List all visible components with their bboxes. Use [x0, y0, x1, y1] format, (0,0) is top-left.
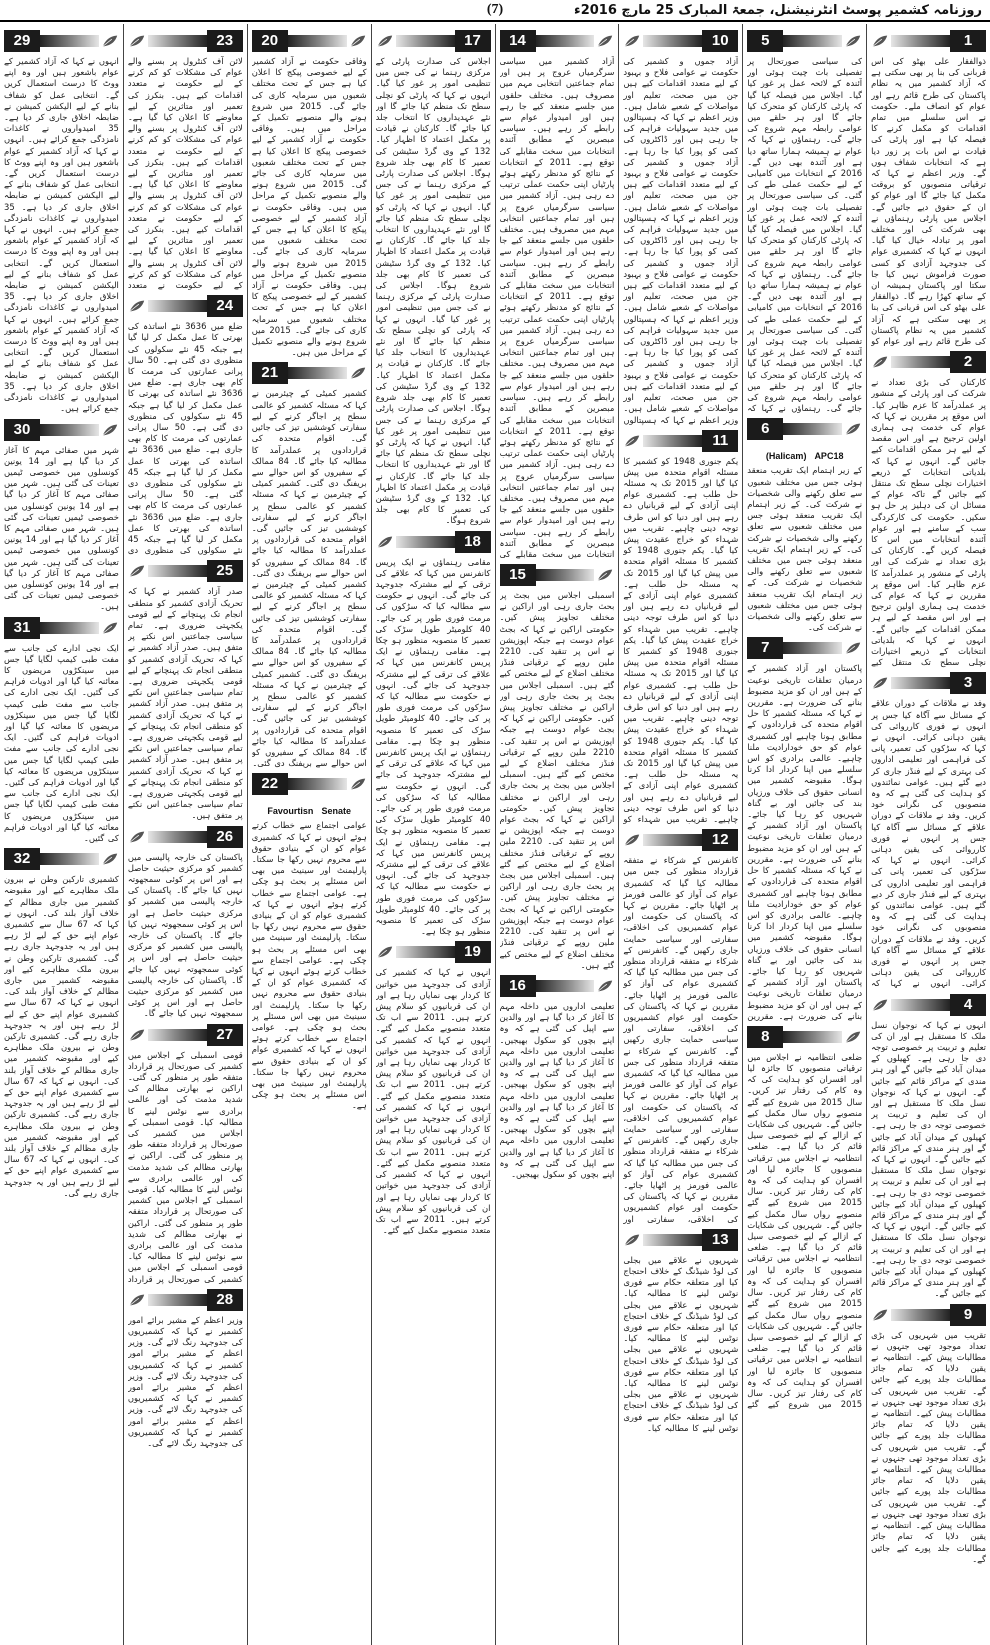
article-text: کے زیر اہتمام ایک تقریب منعقد ہوئی جس میں مختلف شعبوں سے تعلق رکھنے والی شخصیات نے شرکت کی۔ کے زیر اہتمام ایک تقریب منعقد ہوئی جس میں مختلف شعبوں سے تعلق رکھنے والی شخصیات نے شرکت کی۔ کے زیر اہتمام ایک تقریب منعقد ہوئی جس میں مختلف شعبوں سے تعلق رکھنے والی شخصیات نے شرکت کی۔ کے زیر اہتمام ایک تقریب منعقد ہوئی جس میں مختلف شعبوں سے تعلق رکھنے والی شخصیات نے شرکت کی۔: [747, 465, 863, 633]
article-text: وفاقی حکومت نے آزاد کشمیر کے لیے خصوصی پیکج کا اعلان کیا ہے جس کے تحت مختلف شعبوں میں سرمایہ کاری کی جائے گی۔ 2015 میں شروع ہونے والے منصوبے تکمیل کے مراحل میں ہیں۔ وفاقی حکومت نے آزاد کشمیر کے لیے خصوصی پیکج کا اعلان کیا ہے جس کے تحت مختلف شعبوں میں سرمایہ کاری کی جائے گی۔ 2015 میں شروع ہونے والے منصوبے تکمیل کے مراحل میں ہیں۔ وفاقی حکومت نے آزاد کشمیر کے لیے خصوصی پیکج کا اعلان کیا ہے جس کے تحت مختلف شعبوں میں سرمایہ کاری کی جائے گی۔ 2015 میں شروع ہونے والے منصوبے تکمیل کے مراحل میں ہیں۔ وفاقی حکومت نے آزاد کشمیر کے لیے خصوصی پیکج کا اعلان کیا ہے جس کے تحت مختلف شعبوں میں سرمایہ کاری کی جائے گی۔ 2015 میں شروع ہونے والے منصوبے تکمیل کے مراحل میں ہیں۔: [251, 56, 367, 358]
gradient-bar: [40, 424, 99, 436]
gradient-bar: [643, 1234, 702, 1246]
leaf-icon: [128, 829, 146, 845]
section-number-marker: [623, 30, 738, 52]
section-number: 12: [702, 829, 738, 851]
gradient-bar: [536, 35, 595, 47]
leaf-icon: [871, 33, 889, 49]
article-text: اسمبلی اجلاس میں بجٹ پر بحث جاری رہی اور اراکین نے مختلف تجاویز پیش کیں۔ حکومتی اراکین نے کہا کہ بجٹ عوام دوست ہے جبکہ اپوزیشن نے اس پر تنقید کی۔ 2210 ملین روپے کے ترقیاتی فنڈز مختلف اضلاع کے لیے مختص کیے گئے ہیں۔ اسمبلی اجلاس میں بجٹ پر بحث جاری رہی اور اراکین نے مختلف تجاویز پیش کیں۔ حکومتی اراکین نے کہا کہ بجٹ عوام دوست ہے جبکہ اپوزیشن نے اس پر تنقید کی۔ 2210 ملین روپے کے ترقیاتی فنڈز مختلف اضلاع کے لیے مختص کیے گئے ہیں۔ اسمبلی اجلاس میں بجٹ پر بحث جاری رہی اور اراکین نے مختلف تجاویز پیش کیں۔ حکومتی اراکین نے کہا کہ بجٹ عوام دوست ہے جبکہ اپوزیشن نے اس پر تنقید کی۔ 2210 ملین روپے کے ترقیاتی فنڈز مختلف اضلاع کے لیے مختص کیے گئے ہیں۔ اسمبلی اجلاس میں بجٹ پر بحث جاری رہی اور اراکین نے مختلف تجاویز پیش کیں۔ حکومتی اراکین نے کہا کہ بجٹ عوام دوست ہے جبکہ اپوزیشن نے اس پر تنقید کی۔ 2210 ملین روپے کے ترقیاتی فنڈز مختلف اضلاع کے لیے مختص کیے گئے ہیں۔: [499, 590, 615, 970]
section-number: 29: [4, 30, 40, 52]
section-number: 8: [747, 1026, 783, 1048]
section-number: 6: [747, 418, 783, 440]
section-number-marker: [871, 672, 986, 694]
section-number: 14: [500, 30, 536, 52]
section-number-marker: [747, 637, 862, 659]
leaf-icon: [871, 354, 889, 370]
article-text: پاکستان کی خارجہ پالیسی میں کشمیر کو مرکزی حیثیت حاصل ہے اور اس پر کوئی سمجھوتہ نہیں کیا جائے گا۔ پاکستان کی خارجہ پالیسی میں کشمیر کو مرکزی حیثیت حاصل ہے اور اس پر کوئی سمجھوتہ نہیں کیا جائے گا۔ پاکستان کی خارجہ پالیسی میں کشمیر کو مرکزی حیثیت حاصل ہے اور اس پر کوئی سمجھوتہ نہیں کیا جائے گا۔ پاکستان کی خارجہ پالیسی میں کشمیر کو مرکزی حیثیت حاصل ہے اور اس پر کوئی سمجھوتہ نہیں کیا جائے گا۔: [127, 851, 243, 1019]
section-number-marker: [4, 30, 119, 52]
leaf-icon: [871, 675, 889, 691]
column-5: [371, 24, 495, 1645]
leaf-icon: [128, 563, 146, 579]
article-text: کشمیر کمیٹی کے چیئرمین نے کہا کہ مسئلہ کشمیر کو عالمی سطح پر اجاگر کرنے کے لیے سفارتی کوششیں تیز کی جائیں گی۔ اقوام متحدہ کی قراردادوں پر عملدرآمد کا مطالبہ کیا جائے گا۔ 84 ممالک کے سفیروں کو اس حوالے سے بریفنگ دی گئی۔ کشمیر کمیٹی کے چیئرمین نے کہا کہ مسئلہ کشمیر کو عالمی سطح پر اجاگر کرنے کے لیے سفارتی کوششیں تیز کی جائیں گی۔ اقوام متحدہ کی قراردادوں پر عملدرآمد کا مطالبہ کیا جائے گا۔ 84 ممالک کے سفیروں کو اس حوالے سے بریفنگ دی گئی۔ کشمیر کمیٹی کے چیئرمین نے کہا کہ مسئلہ کشمیر کو عالمی سطح پر اجاگر کرنے کے لیے سفارتی کوششیں تیز کی جائیں گی۔ اقوام متحدہ کی قراردادوں پر عملدرآمد کا مطالبہ کیا جائے گا۔ 84 ممالک کے سفیروں کو اس حوالے سے بریفنگ دی گئی۔ کشمیر کمیٹی کے چیئرمین نے کہا کہ مسئلہ کشمیر کو عالمی سطح پر اجاگر کرنے کے لیے سفارتی کوششیں تیز کی جائیں گی۔ اقوام متحدہ کی قراردادوں پر عملدرآمد کا مطالبہ کیا جائے گا۔ 84 ممالک کے سفیروں کو اس حوالے سے بریفنگ دی گئی۔: [251, 388, 367, 769]
section-number-marker: [128, 1024, 243, 1046]
gradient-bar: [643, 435, 702, 447]
section-number-marker: [252, 30, 367, 52]
leaf-icon: [376, 33, 394, 49]
article-text: کی سیاسی صورتحال پر تفصیلی بات چیت ہوئی اور آئندہ کے لائحہ عمل پر غور کیا گیا۔ اجلاس میں فیصلہ کیا گیا کہ پارٹی کارکنان کو متحرک کیا جائے گا اور ہر حلقے میں عوامی رابطہ مہم شروع کی جائے گی۔ رہنماؤں نے کہا کہ عوام نے ہمیشہ ہمارا ساتھ دیا ہے اور آئندہ بھی دیں گے۔ 2016 کے انتخابات میں کامیابی کے لیے حکمت عملی طے کی گئی۔ کی سیاسی صورتحال پر تفصیلی بات چیت ہوئی اور آئندہ کے لائحہ عمل پر غور کیا گیا۔ اجلاس میں فیصلہ کیا گیا کہ پارٹی کارکنان کو متحرک کیا جائے گا اور ہر حلقے میں عوامی رابطہ مہم شروع کی جائے گی۔ رہنماؤں نے کہا کہ عوام نے ہمیشہ ہمارا ساتھ دیا ہے اور آئندہ بھی دیں گے۔ 2016 کے انتخابات میں کامیابی کے لیے حکمت عملی طے کی گئی۔ کی سیاسی صورتحال پر تفصیلی بات چیت ہوئی اور آئندہ کے لائحہ عمل پر غور کیا گیا۔ اجلاس میں فیصلہ کیا گیا کہ پارٹی کارکنان کو متحرک کیا جائے گا اور ہر حلقے میں عوامی رابطہ مہم شروع کی جائے گی۔ رہنماؤں نے کہا کہ: [747, 56, 863, 414]
leaf-icon: [376, 534, 394, 550]
term-favourite: Favourtisn: [267, 806, 314, 817]
article-text: ضلعی انتظامیہ نے اجلاس میں ترقیاتی منصوبوں کا جائزہ لیا اور افسران کو ہدایت کی کہ وہ کام کی رفتار تیز کریں۔ سال 2015 میں شروع کیے گئے منصوبے رواں سال مکمل کیے جائیں گے۔ شہریوں کی شکایات کے ازالے کے لیے خصوصی سیل قائم کر دیا گیا ہے۔ ضلعی انتظامیہ نے اجلاس میں ترقیاتی منصوبوں کا جائزہ لیا اور افسران کو ہدایت کی کہ وہ کام کی رفتار تیز کریں۔ سال 2015 میں شروع کیے گئے منصوبے رواں سال مکمل کیے جائیں گے۔ شہریوں کی شکایات کے ازالے کے لیے خصوصی سیل قائم کر دیا گیا ہے۔ ضلعی انتظامیہ نے اجلاس میں ترقیاتی منصوبوں کا جائزہ لیا اور افسران کو ہدایت کی کہ وہ کام کی رفتار تیز کریں۔ سال 2015 میں شروع کیے گئے منصوبے رواں سال مکمل کیے جائیں گے۔ شہریوں کی شکایات کے ازالے کے لیے خصوصی سیل قائم کر دیا گیا ہے۔ ضلعی انتظامیہ نے اجلاس میں ترقیاتی منصوبوں کا جائزہ لیا اور افسران کو ہدایت کی کہ وہ کام کی رفتار تیز کریں۔ سال 2015 میں شروع کیے گئے: [747, 1051, 863, 1410]
section-number: 10: [702, 30, 738, 52]
section-number-marker: [4, 848, 119, 870]
article-text: پاکستان اور آزاد کشمیر کے درمیان تعلقات تاریخی نوعیت کے ہیں اور ان کو مزید مضبوط بنانے کی ضرورت ہے۔ مقررین نے کہا کہ مسئلہ کشمیر کا حل اقوام متحدہ کی قراردادوں کے مطابق ہونا چاہیے اور کشمیری عوام کو حق خودارادیت ملنا چاہیے۔ عالمی برادری کو اس سلسلے میں اپنا کردار ادا کرنا ہوگا۔ مقبوضہ کشمیر میں انسانی حقوق کی خلاف ورزیاں بند کی جائیں اور بے گناہ شہریوں کو رہا کیا جائے۔ پاکستان اور آزاد کشمیر کے درمیان تعلقات تاریخی نوعیت کے ہیں اور ان کو مزید مضبوط بنانے کی ضرورت ہے۔ مقررین نے کہا کہ مسئلہ کشمیر کا حل اقوام متحدہ کی قراردادوں کے مطابق ہونا چاہیے اور کشمیری عوام کو حق خودارادیت ملنا چاہیے۔ عالمی برادری کو اس سلسلے میں اپنا کردار ادا کرنا ہوگا۔ مقبوضہ کشمیر میں انسانی حقوق کی خلاف ورزیاں بند کی جائیں اور بے گناہ شہریوں کو رہا کیا جائے۔ پاکستان اور آزاد کشمیر کے درمیان تعلقات تاریخی نوعیت کے ہیں اور ان کو مزید مضبوط بنانے کی ضرورت ہے۔ مقررین: [747, 663, 863, 1021]
article-text: شہریوں نے علاقے میں بجلی کی لوڈ شیڈنگ کے خلاف احتجاج کیا اور متعلقہ حکام سے فوری نوٹس لینے کا مطالبہ کیا۔ شہریوں نے علاقے میں بجلی کی لوڈ شیڈنگ کے خلاف احتجاج کیا اور متعلقہ حکام سے فوری نوٹس لینے کا مطالبہ کیا۔ شہریوں نے علاقے میں بجلی کی لوڈ شیڈنگ کے خلاف احتجاج کیا اور متعلقہ حکام سے فوری نوٹس لینے کا مطالبہ کیا۔ شہریوں نے علاقے میں بجلی کی لوڈ شیڈنگ کے خلاف احتجاج کیا اور متعلقہ حکام سے فوری نوٹس لینے کا مطالبہ کیا۔: [623, 1254, 739, 1433]
gradient-bar: [40, 853, 99, 865]
gradient-bar: [148, 1029, 207, 1041]
leaf-icon: [349, 33, 367, 49]
article-text: وفد نے ملاقات کے دوران علاقے کے مسائل سے آگاہ کیا جس پر انہوں نے فوری کارروائی کی یقین دہانی کرائی۔ انہوں نے کہا کہ سڑکوں کی تعمیر، پانی کی فراہمی اور تعلیمی اداروں کی بہتری کے لیے فنڈز جاری کر دیے گئے ہیں۔ عوامی نمائندوں کو ہدایت کی گئی ہے کہ وہ منصوبوں کی نگرانی خود کریں۔ وفد نے ملاقات کے دوران علاقے کے مسائل سے آگاہ کیا جس پر انہوں نے فوری کارروائی کی یقین دہانی کرائی۔ انہوں نے کہا کہ سڑکوں کی تعمیر، پانی کی فراہمی اور تعلیمی اداروں کی بہتری کے لیے فنڈز جاری کر دیے گئے ہیں۔ عوامی نمائندوں کو ہدایت کی گئی ہے کہ وہ منصوبوں کی نگرانی خود کریں۔ وفد نے ملاقات کے دوران علاقے کے مسائل سے آگاہ کیا جس پر انہوں نے فوری کارروائی کی یقین دہانی کرائی۔ انہوں نے کہا کہ: [871, 698, 986, 989]
article-text: ذوالفقار علی بھٹو کی اس قربانی کی بنا پر بھی سکتی ہے کہ آزاد کشمیر میں یہ نظام پاکستان کی طرح قائم رہے اور عوام کو انصاف ملے۔ حکومت نے اس سلسلے میں تمام اقدامات کو مکمل کرنے کا فیصلہ کیا ہے اور پارٹی کی قیادت نے اس بات پر زور دیا ہے کہ انتخابات شفاف ہوں گے۔ وزیر اعظم نے کہا کہ ترقیاتی منصوبوں کو بروقت مکمل کیا جائے گا اور عوام کو ان کے حقوق دیے جائیں گے۔ اجلاس میں پارٹی رہنماؤں نے بھی شرکت کی اور مختلف امور پر تبادلہ خیال کیا گیا۔ انہوں نے کہا کہ کشمیری عوام کی جدوجہد آزادی کو کسی صورت فراموش نہیں کیا جا سکتا اور پاکستان ہمیشہ ان کے ساتھ کھڑا رہے گا۔ ذوالفقار علی بھٹو کی اس قربانی کی بنا پر بھی سکتی ہے کہ آزاد کشمیر میں یہ نظام پاکستان کی طرح قائم رہے اور عوام کو: [871, 56, 986, 347]
gradient-bar: [783, 642, 842, 654]
leaf-icon: [101, 851, 119, 867]
leaf-icon: [128, 1292, 146, 1308]
section-number: 21: [252, 362, 288, 384]
leaf-icon: [844, 421, 862, 437]
article-text: قومی اسمبلی کے اجلاس میں کشمیر کی صورتحال پر قرارداد متفقہ طور پر منظور کی گئی۔ اراکین نے بھارتی مظالم کی شدید مذمت کی اور عالمی برادری سے نوٹس لینے کا مطالبہ کیا۔ قومی اسمبلی کے اجلاس میں کشمیر کی صورتحال پر قرارداد متفقہ طور پر منظور کی گئی۔ اراکین نے بھارتی مظالم کی شدید مذمت کی اور عالمی برادری سے نوٹس لینے کا مطالبہ کیا۔ قومی اسمبلی کے اجلاس میں کشمیر کی صورتحال پر قرارداد متفقہ طور پر منظور کی گئی۔ اراکین نے بھارتی مظالم کی شدید مذمت کی اور عالمی برادری سے نوٹس لینے کا مطالبہ کیا۔ قومی اسمبلی کے اجلاس میں کشمیر کی صورتحال پر قرارداد: [127, 1049, 243, 1284]
gradient-bar: [148, 35, 207, 47]
leaf-icon: [376, 944, 394, 960]
term-halicam: (Halicam): [765, 451, 807, 462]
section-number: 28: [207, 1289, 243, 1311]
article-text: انہوں نے کہا کہ آزاد کشمیر کے عوام باشعور ہیں اور وہ اپنے ووٹ کا درست استعمال کریں گے۔ انتخابی عمل کو شفاف بنانے کے لیے الیکشن کمیشن نے ضابطہ اخلاق جاری کر دیا ہے۔ 35 امیدواروں نے کاغذات نامزدگی جمع کرائے ہیں۔ انہوں نے کہا کہ آزاد کشمیر کے عوام باشعور ہیں اور وہ اپنے ووٹ کا درست استعمال کریں گے۔ انتخابی عمل کو شفاف بنانے کے لیے الیکشن کمیشن نے ضابطہ اخلاق جاری کر دیا ہے۔ 35 امیدواروں نے کاغذات نامزدگی جمع کرائے ہیں۔ انہوں نے کہا کہ آزاد کشمیر کے عوام باشعور ہیں اور وہ اپنے ووٹ کا درست استعمال کریں گے۔ انتخابی عمل کو شفاف بنانے کے لیے الیکشن کمیشن نے ضابطہ اخلاق جاری کر دیا ہے۔ 35 امیدواروں نے کاغذات نامزدگی جمع کرائے ہیں۔ انہوں نے کہا کہ آزاد کشمیر کے عوام باشعور ہیں اور وہ اپنے ووٹ کا درست استعمال کریں گے۔ انتخابی عمل کو شفاف بنانے کے لیے الیکشن کمیشن نے ضابطہ اخلاق جاری کر دیا ہے۔ 35 امیدواروں نے کاغذات نامزدگی جمع کرائے ہیں۔: [4, 56, 119, 414]
article-text: وزیر اعظم کے مشیر برائے امور کشمیر نے کہا کہ کشمیریوں کی جدوجہد رنگ لائے گی۔ وزیر اعظم کے مشیر برائے امور کشمیر نے کہا کہ کشمیریوں کی جدوجہد رنگ لائے گی۔ وزیر اعظم کے مشیر برائے امور کشمیر نے کہا کہ کشمیریوں کی جدوجہد رنگ لائے گی۔ وزیر اعظم کے مشیر برائے امور کشمیر نے کہا کہ کشمیریوں کی جدوجہد رنگ لائے گی۔: [127, 1314, 243, 1449]
section-number-marker: [871, 351, 986, 373]
section-number-marker: [871, 1304, 986, 1326]
section-number-marker: [128, 30, 243, 52]
leaf-icon: [623, 1232, 641, 1248]
leaf-icon: [844, 1029, 862, 1045]
gradient-bar: [891, 999, 950, 1011]
gradient-bar: [148, 300, 207, 312]
section-number-marker: [376, 531, 491, 553]
section-number: 25: [207, 560, 243, 582]
gradient-bar: [783, 35, 842, 47]
gradient-bar: [891, 677, 950, 689]
leaf-icon: [623, 33, 641, 49]
section-number-marker: [376, 30, 491, 52]
section-number-marker: [252, 773, 367, 795]
gradient-bar: [148, 831, 207, 843]
masthead-strip: [0, 0, 990, 22]
page-number: (7): [486, 2, 504, 17]
section-number-marker: [128, 826, 243, 848]
gradient-bar: [40, 35, 99, 47]
inline-english-terms: [252, 799, 367, 818]
section-number: 20: [252, 30, 288, 52]
section-number-marker: [128, 1289, 243, 1311]
section-number-marker: [4, 617, 119, 639]
gradient-bar: [148, 565, 207, 577]
article-text: انہوں نے کہا کہ نوجوان نسل ملک کا مستقبل ہے اور ان کی تعلیم و تربیت پر خصوصی توجہ دی جا رہی ہے۔ کھیلوں کے میدان آباد کیے جائیں گے اور ہنر مندی کے مراکز قائم کیے جائیں گے۔ انہوں نے کہا کہ نوجوان نسل ملک کا مستقبل ہے اور ان کی تعلیم و تربیت پر خصوصی توجہ دی جا رہی ہے۔ کھیلوں کے میدان آباد کیے جائیں گے اور ہنر مندی کے مراکز قائم کیے جائیں گے۔ انہوں نے کہا کہ نوجوان نسل ملک کا مستقبل ہے اور ان کی تعلیم و تربیت پر خصوصی توجہ دی جا رہی ہے۔ کھیلوں کے میدان آباد کیے جائیں گے اور ہنر مندی کے مراکز قائم کیے جائیں گے۔ انہوں نے کہا کہ نوجوان نسل ملک کا مستقبل ہے اور ان کی تعلیم و تربیت پر خصوصی توجہ دی جا رہی ہے۔ کھیلوں کے میدان آباد کیے جائیں گے اور ہنر مندی کے مراکز قائم کیے جائیں گے۔: [871, 1019, 986, 1299]
article-text: شہر میں صفائی مہم کا آغاز کر دیا گیا ہے اور 14 یونین کونسلوں میں خصوصی ٹیمیں تعینات کی گئی ہیں۔ شہر میں صفائی مہم کا آغاز کر دیا گیا ہے اور 14 یونین کونسلوں میں خصوصی ٹیمیں تعینات کی گئی ہیں۔ شہر میں صفائی مہم کا آغاز کر دیا گیا ہے اور 14 یونین کونسلوں میں خصوصی ٹیمیں تعینات کی گئی ہیں۔ شہر میں صفائی مہم کا آغاز کر دیا گیا ہے اور 14 یونین کونسلوں میں خصوصی ٹیمیں تعینات کی گئی ہیں۔: [4, 444, 119, 612]
article-text: صدر آزاد کشمیر نے کہا کہ تحریک آزادی کشمیر کو منطقی انجام تک پہنچانے کے لیے قومی یکجہتی ضروری ہے۔ تمام سیاسی جماعتیں اس نکتے پر متفق ہیں۔ صدر آزاد کشمیر نے کہا کہ تحریک آزادی کشمیر کو منطقی انجام تک پہنچانے کے لیے قومی یکجہتی ضروری ہے۔ تمام سیاسی جماعتیں اس نکتے پر متفق ہیں۔ صدر آزاد کشمیر نے کہا کہ تحریک آزادی کشمیر کو منطقی انجام تک پہنچانے کے لیے قومی یکجہتی ضروری ہے۔ تمام سیاسی جماعتیں اس نکتے پر متفق ہیں۔ صدر آزاد کشمیر نے کہا کہ تحریک آزادی کشمیر کو منطقی انجام تک پہنچانے کے لیے قومی یکجہتی ضروری ہے۔ تمام سیاسی جماعتیں اس نکتے پر متفق ہیں۔: [127, 586, 243, 821]
leaf-icon: [623, 433, 641, 449]
article-text: کانفرنس کے شرکاء نے متفقہ قرارداد منظور کی جس میں مطالبہ کیا گیا کہ کشمیری عوام کی آواز کو عالمی فورمز پر اٹھایا جائے۔ مقررین نے کہا کہ پاکستان کی حکومت اور عوام کشمیریوں کی اخلاقی، سفارتی اور سیاسی حمایت جاری رکھیں گے۔ کانفرنس کے شرکاء نے متفقہ قرارداد منظور کی جس میں مطالبہ کیا گیا کہ کشمیری عوام کی آواز کو عالمی فورمز پر اٹھایا جائے۔ مقررین نے کہا کہ پاکستان کی حکومت اور عوام کشمیریوں کی اخلاقی، سفارتی اور سیاسی حمایت جاری رکھیں گے۔ کانفرنس کے شرکاء نے متفقہ قرارداد منظور کی جس میں مطالبہ کیا گیا کہ کشمیری عوام کی آواز کو عالمی فورمز پر اٹھایا جائے۔ مقررین نے کہا کہ پاکستان کی حکومت اور عوام کشمیریوں کی اخلاقی، سفارتی اور سیاسی حمایت جاری رکھیں گے۔ کانفرنس کے شرکاء نے متفقہ قرارداد منظور کی جس میں مطالبہ کیا گیا کہ کشمیری عوام کی آواز کو عالمی فورمز پر اٹھایا جائے۔ مقررین نے کہا کہ پاکستان کی حکومت اور عوام کشمیریوں کی اخلاقی، سفارتی اور: [623, 855, 739, 1224]
column-3: [618, 24, 742, 1645]
section-number-marker: [623, 430, 738, 452]
gradient-bar: [396, 35, 455, 47]
section-number-marker: [623, 829, 738, 851]
section-number: 16: [500, 975, 536, 997]
section-number: 1: [950, 30, 986, 52]
article-text: آزاد جموں و کشمیر کی حکومت نے عوامی فلاح و بہبود کے لیے متعدد اقدامات کیے ہیں جن میں صحت، تعلیم اور مواصلات کے شعبے شامل ہیں۔ وزیر اعظم نے کہا کہ ہسپتالوں میں جدید سہولیات فراہم کی جا رہی ہیں اور ڈاکٹروں کی کمی کو پورا کیا جا رہا ہے۔ آزاد جموں و کشمیر کی حکومت نے عوامی فلاح و بہبود کے لیے متعدد اقدامات کیے ہیں جن میں صحت، تعلیم اور مواصلات کے شعبے شامل ہیں۔ وزیر اعظم نے کہا کہ ہسپتالوں میں جدید سہولیات فراہم کی جا رہی ہیں اور ڈاکٹروں کی کمی کو پورا کیا جا رہا ہے۔ آزاد جموں و کشمیر کی حکومت نے عوامی فلاح و بہبود کے لیے متعدد اقدامات کیے ہیں جن میں صحت، تعلیم اور مواصلات کے شعبے شامل ہیں۔ وزیر اعظم نے کہا کہ ہسپتالوں میں جدید سہولیات فراہم کی جا رہی ہیں اور ڈاکٹروں کی کمی کو پورا کیا جا رہا ہے۔ آزاد جموں و کشمیر کی حکومت نے عوامی فلاح و بہبود کے لیے متعدد اقدامات کیے ہیں جن میں صحت، تعلیم اور مواصلات کے شعبے شامل ہیں۔ وزیر اعظم نے کہا کہ ہسپتالوں: [623, 56, 739, 425]
gradient-bar: [536, 569, 595, 581]
section-number-marker: [500, 30, 615, 52]
leaf-icon: [844, 33, 862, 49]
section-number: 3: [950, 672, 986, 694]
section-number: 11: [702, 430, 738, 452]
column-7: [123, 24, 247, 1645]
gradient-bar: [288, 35, 347, 47]
leaf-icon: [101, 620, 119, 636]
article-text: عوامی اجتماع سے خطاب کرتے ہوئے انہوں نے کہا کہ کشمیری عوام کو ان کے بنیادی حقوق سے محروم نہیں رکھا جا سکتا۔ پارلیمنٹ اور سینیٹ میں بھی اس مسئلے پر بحث ہو چکی ہے۔ عوامی اجتماع سے خطاب کرتے ہوئے انہوں نے کہا کہ کشمیری عوام کو ان کے بنیادی حقوق سے محروم نہیں رکھا جا سکتا۔ پارلیمنٹ اور سینیٹ میں بھی اس مسئلے پر بحث ہو چکی ہے۔ عوامی اجتماع سے خطاب کرتے ہوئے انہوں نے کہا کہ کشمیری عوام کو ان کے بنیادی حقوق سے محروم نہیں رکھا جا سکتا۔ پارلیمنٹ اور سینیٹ میں بھی اس مسئلے پر بحث ہو چکی ہے۔ عوامی اجتماع سے خطاب کرتے ہوئے انہوں نے کہا کہ کشمیری عوام کو ان کے بنیادی حقوق سے محروم نہیں رکھا جا سکتا۔ پارلیمنٹ اور سینیٹ میں بھی اس مسئلے پر بحث ہو چکی ہے۔: [251, 820, 367, 1111]
section-number: 13: [702, 1229, 738, 1251]
leaf-icon: [871, 997, 889, 1013]
gradient-bar: [396, 946, 455, 958]
section-number: 26: [207, 826, 243, 848]
gradient-bar: [783, 1031, 842, 1043]
section-number: 23: [207, 30, 243, 52]
article-text: آزاد کشمیر میں سیاسی سرگرمیاں عروج پر ہیں اور تمام جماعتیں انتخابی مہم میں مصروف ہیں۔ مختلف حلقوں میں جلسے منعقد کیے جا رہے ہیں اور امیدوار عوام سے رابطے کر رہے ہیں۔ سیاسی مبصرین کے مطابق آئندہ انتخابات میں سخت مقابلے کی توقع ہے۔ 2011 کے انتخابات کے نتائج کو مدنظر رکھتے ہوئے پارٹیاں اپنی حکمت عملی ترتیب دے رہی ہیں۔ آزاد کشمیر میں سیاسی سرگرمیاں عروج پر ہیں اور تمام جماعتیں انتخابی مہم میں مصروف ہیں۔ مختلف حلقوں میں جلسے منعقد کیے جا رہے ہیں اور امیدوار عوام سے رابطے کر رہے ہیں۔ سیاسی مبصرین کے مطابق آئندہ انتخابات میں سخت مقابلے کی توقع ہے۔ 2011 کے انتخابات کے نتائج کو مدنظر رکھتے ہوئے پارٹیاں اپنی حکمت عملی ترتیب دے رہی ہیں۔ آزاد کشمیر میں سیاسی سرگرمیاں عروج پر ہیں اور تمام جماعتیں انتخابی مہم میں مصروف ہیں۔ مختلف حلقوں میں جلسے منعقد کیے جا رہے ہیں اور امیدوار عوام سے رابطے کر رہے ہیں۔ سیاسی مبصرین کے مطابق آئندہ انتخابات میں سخت مقابلے کی توقع ہے۔ 2011 کے انتخابات کے نتائج کو مدنظر رکھتے ہوئے پارٹیاں اپنی حکمت عملی ترتیب دے رہی ہیں۔ آزاد کشمیر میں سیاسی سرگرمیاں عروج پر ہیں اور تمام جماعتیں انتخابی مہم میں مصروف ہیں۔ مختلف حلقوں میں جلسے منعقد کیے جا رہے ہیں اور امیدوار عوام سے رابطے کر رہے ہیں۔ سیاسی مبصرین کے مطابق آئندہ انتخابات میں سخت مقابلے کی: [499, 56, 615, 559]
term-apc: APC18: [814, 451, 844, 462]
inline-english-terms: [747, 444, 862, 463]
gradient-bar: [891, 35, 950, 47]
section-number-marker: [376, 941, 491, 963]
article-columns: [0, 24, 990, 1645]
column-1: [866, 24, 990, 1645]
article-text: کارکنان کی بڑی تعداد نے شرکت کی اور پارٹی کے منشور پر عملدرآمد کا عزم ظاہر کیا۔ اس موقع پر مقررین نے کہا کہ عوام کی خدمت ہی ہماری اولین ترجیح ہے اور اس مقصد کے لیے ہر ممکن اقدامات کیے جائیں گے۔ انہوں نے کہا کہ بلدیاتی انتخابات کے ذریعے اختیارات نچلی سطح تک منتقل کیے جائیں گے تاکہ عوام کے مسائل ان کی دہلیز پر حل ہو سکیں۔ حکومت کی کارکردگی سب کے سامنے ہے اور عوام آئندہ انتخابات میں اس کا فیصلہ کریں گے۔ کارکنان کی بڑی تعداد نے شرکت کی اور پارٹی کے منشور پر عملدرآمد کا عزم ظاہر کیا۔ اس موقع پر مقررین نے کہا کہ عوام کی خدمت ہی ہماری اولین ترجیح ہے اور اس مقصد کے لیے ہر ممکن اقدامات کیے جائیں گے۔ انہوں نے کہا کہ بلدیاتی انتخابات کے ذریعے اختیارات نچلی سطح تک منتقل کیے: [871, 377, 986, 668]
section-number-marker: [747, 1026, 862, 1048]
section-number-marker: [128, 560, 243, 582]
newspaper-title: روزنامہ کشمیر پوسٹ انٹرنیشنل، جمعۃ المبارک 25 مارچ 2016ء: [574, 2, 982, 18]
gradient-bar: [891, 356, 950, 368]
section-number-marker: [500, 975, 615, 997]
section-number: 17: [455, 30, 491, 52]
section-number-marker: [4, 419, 119, 441]
article-text: مقامی رہنماؤں نے ایک پریس کانفرنس میں کہا کہ علاقے کی ترقی کے لیے مشترکہ جدوجہد کی جائے گی۔ انہوں نے حکومت سے مطالبہ کیا کہ سڑکوں کی مرمت فوری طور پر کی جائے۔ 40 کلومیٹر طویل سڑک کی تعمیر کا منصوبہ منظور ہو چکا ہے۔ مقامی رہنماؤں نے ایک پریس کانفرنس میں کہا کہ علاقے کی ترقی کے لیے مشترکہ جدوجہد کی جائے گی۔ انہوں نے حکومت سے مطالبہ کیا کہ سڑکوں کی مرمت فوری طور پر کی جائے۔ 40 کلومیٹر طویل سڑک کی تعمیر کا منصوبہ منظور ہو چکا ہے۔ مقامی رہنماؤں نے ایک پریس کانفرنس میں کہا کہ علاقے کی ترقی کے لیے مشترکہ جدوجہد کی جائے گی۔ انہوں نے حکومت سے مطالبہ کیا کہ سڑکوں کی مرمت فوری طور پر کی جائے۔ 40 کلومیٹر طویل سڑک کی تعمیر کا منصوبہ منظور ہو چکا ہے۔ مقامی رہنماؤں نے ایک پریس کانفرنس میں کہا کہ علاقے کی ترقی کے لیے مشترکہ جدوجہد کی جائے گی۔ انہوں نے حکومت سے مطالبہ کیا کہ سڑکوں کی مرمت فوری طور پر کی جائے۔ 40 کلومیٹر طویل سڑک کی تعمیر کا منصوبہ منظور ہو چکا ہے۔: [375, 556, 491, 937]
leaf-icon: [128, 298, 146, 314]
section-number: 5: [747, 30, 783, 52]
leaf-icon: [128, 1027, 146, 1043]
section-number: 19: [455, 941, 491, 963]
section-number: 27: [207, 1024, 243, 1046]
column-4: [495, 24, 619, 1645]
section-number-marker: [871, 30, 986, 52]
section-number-marker: [500, 564, 615, 586]
section-number-marker: [623, 1229, 738, 1251]
article-text: تعلیمی اداروں میں داخلہ مہم کا آغاز کر دیا گیا ہے اور والدین سے اپیل کی گئی ہے کہ وہ اپنے بچوں کو سکول بھیجیں۔ تعلیمی اداروں میں داخلہ مہم کا آغاز کر دیا گیا ہے اور والدین سے اپیل کی گئی ہے کہ وہ اپنے بچوں کو سکول بھیجیں۔ تعلیمی اداروں میں داخلہ مہم کا آغاز کر دیا گیا ہے اور والدین سے اپیل کی گئی ہے کہ وہ اپنے بچوں کو سکول بھیجیں۔ تعلیمی اداروں میں داخلہ مہم کا آغاز کر دیا گیا ہے اور والدین سے اپیل کی گئی ہے کہ وہ اپنے بچوں کو سکول بھیجیں۔: [499, 1000, 615, 1179]
section-number: 2: [950, 351, 986, 373]
article-text: کشمیری تارکین وطن نے بیرون ملک مظاہرے کیے اور مقبوضہ کشمیر میں جاری مظالم کے خلاف آواز بلند کی۔ انہوں نے کہا کہ 67 سال سے کشمیری عوام اپنے حق کے لیے لڑ رہے ہیں اور یہ جدوجہد جاری رہے گی۔ کشمیری تارکین وطن نے بیرون ملک مظاہرے کیے اور مقبوضہ کشمیر میں جاری مظالم کے خلاف آواز بلند کی۔ انہوں نے کہا کہ 67 سال سے کشمیری عوام اپنے حق کے لیے لڑ رہے ہیں اور یہ جدوجہد جاری رہے گی۔ کشمیری تارکین وطن نے بیرون ملک مظاہرے کیے اور مقبوضہ کشمیر میں جاری مظالم کے خلاف آواز بلند کی۔ انہوں نے کہا کہ 67 سال سے کشمیری عوام اپنے حق کے لیے لڑ رہے ہیں اور یہ جدوجہد جاری رہے گی۔ کشمیری تارکین وطن نے بیرون ملک مظاہرے کیے اور مقبوضہ کشمیر میں جاری مظالم کے خلاف آواز بلند کی۔ انہوں نے کہا کہ 67 سال سے کشمیری عوام اپنے حق کے لیے لڑ رہے ہیں اور یہ جدوجہد جاری رہے گی۔: [4, 874, 119, 1198]
leaf-icon: [844, 640, 862, 656]
gradient-bar: [643, 834, 702, 846]
leaf-icon: [101, 33, 119, 49]
term-senate: Senate: [321, 806, 351, 817]
gradient-bar: [40, 622, 99, 634]
leaf-icon: [871, 1307, 889, 1323]
leaf-icon: [596, 978, 614, 994]
article-text: لائن آف کنٹرول پر بسنے والے عوام کی مشکلات کو کم کرنے کے لیے حکومت نے متعدد اقدامات کیے ہیں۔ بنکرز کی تعمیر اور متاثرین کے لیے معاوضے کا اعلان کیا گیا ہے۔ لائن آف کنٹرول پر بسنے والے عوام کی مشکلات کو کم کرنے کے لیے حکومت نے متعدد اقدامات کیے ہیں۔ بنکرز کی تعمیر اور متاثرین کے لیے معاوضے کا اعلان کیا گیا ہے۔ لائن آف کنٹرول پر بسنے والے عوام کی مشکلات کو کم کرنے کے لیے حکومت نے متعدد اقدامات کیے ہیں۔ بنکرز کی تعمیر اور متاثرین کے لیے معاوضے کا اعلان کیا گیا ہے۔ لائن آف کنٹرول پر بسنے والے عوام کی مشکلات کو کم کرنے کے لیے حکومت نے متعدد: [127, 56, 243, 291]
gradient-bar: [288, 367, 347, 379]
section-number: 15: [500, 564, 536, 586]
section-number: 9: [950, 1304, 986, 1326]
section-number-marker: [747, 418, 862, 440]
section-number: 4: [950, 994, 986, 1016]
article-text: انہوں نے کہا کہ کشمیر کی آزادی کی جدوجہد میں خواتین کا کردار بھی نمایاں رہا ہے اور ان کی قربانیوں کو سلام پیش کرتے ہیں۔ 2011 سے اب تک متعدد منصوبے مکمل کیے گئے۔ انہوں نے کہا کہ کشمیر کی آزادی کی جدوجہد میں خواتین کا کردار بھی نمایاں رہا ہے اور ان کی قربانیوں کو سلام پیش کرتے ہیں۔ 2011 سے اب تک متعدد منصوبے مکمل کیے گئے۔ انہوں نے کہا کہ کشمیر کی آزادی کی جدوجہد میں خواتین کا کردار بھی نمایاں رہا ہے اور ان کی قربانیوں کو سلام پیش کرتے ہیں۔ 2011 سے اب تک متعدد منصوبے مکمل کیے گئے۔ انہوں نے کہا کہ کشمیر کی آزادی کی جدوجہد میں خواتین کا کردار بھی نمایاں رہا ہے اور ان کی قربانیوں کو سلام پیش کرتے ہیں۔ 2011 سے اب تک متعدد منصوبے مکمل کیے گئے۔: [375, 967, 491, 1236]
gradient-bar: [783, 423, 842, 435]
leaf-icon: [623, 832, 641, 848]
gradient-bar: [643, 35, 702, 47]
gradient-bar: [148, 1294, 207, 1306]
leaf-icon: [596, 567, 614, 583]
section-number: 30: [4, 419, 40, 441]
column-2: [742, 24, 866, 1645]
section-number: 22: [252, 773, 288, 795]
section-number: 24: [207, 295, 243, 317]
leaf-icon: [349, 776, 367, 792]
gradient-bar: [891, 1309, 950, 1321]
gradient-bar: [536, 980, 595, 992]
column-8: [0, 24, 123, 1645]
leaf-icon: [101, 422, 119, 438]
section-number-marker: [871, 994, 986, 1016]
section-number-marker: [252, 362, 367, 384]
leaf-icon: [349, 365, 367, 381]
article-text: یکم جنوری 1948 کو کشمیر کا مسئلہ اقوام متحدہ میں پیش کیا گیا اور 2015 تک یہ مسئلہ حل طلب ہے۔ کشمیری عوام اپنی آزادی کے لیے قربانیاں دے رہے ہیں اور دنیا کو اس طرف توجہ دینی چاہیے۔ تقریب میں شہداء کو خراج عقیدت پیش کیا گیا۔ یکم جنوری 1948 کو کشمیر کا مسئلہ اقوام متحدہ میں پیش کیا گیا اور 2015 تک یہ مسئلہ حل طلب ہے۔ کشمیری عوام اپنی آزادی کے لیے قربانیاں دے رہے ہیں اور دنیا کو اس طرف توجہ دینی چاہیے۔ تقریب میں شہداء کو خراج عقیدت پیش کیا گیا۔ یکم جنوری 1948 کو کشمیر کا مسئلہ اقوام متحدہ میں پیش کیا گیا اور 2015 تک یہ مسئلہ حل طلب ہے۔ کشمیری عوام اپنی آزادی کے لیے قربانیاں دے رہے ہیں اور دنیا کو اس طرف توجہ دینی چاہیے۔ تقریب میں شہداء کو خراج عقیدت پیش کیا گیا۔ یکم جنوری 1948 کو کشمیر کا مسئلہ اقوام متحدہ میں پیش کیا گیا اور 2015 تک یہ مسئلہ حل طلب ہے۔ کشمیری عوام اپنی آزادی کے لیے قربانیاں دے رہے ہیں اور دنیا کو اس طرف توجہ دینی چاہیے۔ تقریب میں شہداء کو: [623, 455, 739, 825]
article-text: ضلع میں 3636 نئے اساتذہ کی بھرتی کا عمل مکمل کر لیا گیا ہے جبکہ 45 نئے سکولوں کی منظوری دی گئی ہے۔ 50 سال پرانی عمارتوں کی مرمت کا کام بھی جاری ہے۔ ضلع میں 3636 نئے اساتذہ کی بھرتی کا عمل مکمل کر لیا گیا ہے جبکہ 45 نئے سکولوں کی منظوری دی گئی ہے۔ 50 سال پرانی عمارتوں کی مرمت کا کام بھی جاری ہے۔ ضلع میں 3636 نئے اساتذہ کی بھرتی کا عمل مکمل کر لیا گیا ہے جبکہ 45 نئے سکولوں کی منظوری دی گئی ہے۔ 50 سال پرانی عمارتوں کی مرمت کا کام بھی جاری ہے۔ ضلع میں 3636 نئے اساتذہ کی بھرتی کا عمل مکمل کر لیا گیا ہے جبکہ 45 نئے سکولوں کی منظوری دی: [127, 321, 243, 556]
gradient-bar: [288, 778, 347, 790]
section-number-marker: [747, 30, 862, 52]
leaf-icon: [128, 33, 146, 49]
section-number: 31: [4, 617, 40, 639]
section-number: 7: [747, 637, 783, 659]
column-6: [247, 24, 371, 1645]
leaf-icon: [596, 33, 614, 49]
article-text: ایک نجی ادارے کی جانب سے مفت طبی کیمپ لگایا گیا جس میں سینکڑوں مریضوں کا معائنہ کیا گیا اور ادویات فراہم کی گئیں۔ ایک نجی ادارے کی جانب سے مفت طبی کیمپ لگایا گیا جس میں سینکڑوں مریضوں کا معائنہ کیا گیا اور ادویات فراہم کی گئیں۔ ایک نجی ادارے کی جانب سے مفت طبی کیمپ لگایا گیا جس میں سینکڑوں مریضوں کا معائنہ کیا گیا اور ادویات فراہم کی گئیں۔ ایک نجی ادارے کی جانب سے مفت طبی کیمپ لگایا گیا جس میں سینکڑوں مریضوں کا معائنہ کیا گیا اور ادویات فراہم کی گئیں۔: [4, 642, 119, 843]
article-text: اجلاس کی صدارت پارٹی کے مرکزی رہنما نے کی جس میں تنظیمی امور پر غور کیا گیا۔ انہوں نے کہا کہ پارٹی کو نچلی سطح تک منظم کیا جائے گا اور نئے عہدیداروں کا انتخاب جلد کیا جائے گا۔ کارکنان نے قیادت پر مکمل اعتماد کا اظہار کیا۔ 132 کے وی گرڈ سٹیشن کی تعمیر کا کام بھی جلد شروع ہوگا۔ اجلاس کی صدارت پارٹی کے مرکزی رہنما نے کی جس میں تنظیمی امور پر غور کیا گیا۔ انہوں نے کہا کہ پارٹی کو نچلی سطح تک منظم کیا جائے گا اور نئے عہدیداروں کا انتخاب جلد کیا جائے گا۔ کارکنان نے قیادت پر مکمل اعتماد کا اظہار کیا۔ 132 کے وی گرڈ سٹیشن کی تعمیر کا کام بھی جلد شروع ہوگا۔ اجلاس کی صدارت پارٹی کے مرکزی رہنما نے کی جس میں تنظیمی امور پر غور کیا گیا۔ انہوں نے کہا کہ پارٹی کو نچلی سطح تک منظم کیا جائے گا اور نئے عہدیداروں کا انتخاب جلد کیا جائے گا۔ کارکنان نے قیادت پر مکمل اعتماد کا اظہار کیا۔ 132 کے وی گرڈ سٹیشن کی تعمیر کا کام بھی جلد شروع ہوگا۔ اجلاس کی صدارت پارٹی کے مرکزی رہنما نے کی جس میں تنظیمی امور پر غور کیا گیا۔ انہوں نے کہا کہ پارٹی کو نچلی سطح تک منظم کیا جائے گا اور نئے عہدیداروں کا انتخاب جلد کیا جائے گا۔ کارکنان نے قیادت پر مکمل اعتماد کا اظہار کیا۔ 132 کے وی گرڈ سٹیشن کی تعمیر کا کام بھی جلد شروع ہوگا۔: [375, 56, 491, 526]
section-number-marker: [128, 295, 243, 317]
section-number: 18: [455, 531, 491, 553]
gradient-bar: [396, 536, 455, 548]
article-text: تقریب میں شہریوں کی بڑی تعداد موجود تھی جنہوں نے مطالبات پیش کیے۔ انتظامیہ نے یقین دلایا کہ تمام جائز مطالبات جلد پورے کیے جائیں گے۔ تقریب میں شہریوں کی بڑی تعداد موجود تھی جنہوں نے مطالبات پیش کیے۔ انتظامیہ نے یقین دلایا کہ تمام جائز مطالبات جلد پورے کیے جائیں گے۔ تقریب میں شہریوں کی بڑی تعداد موجود تھی جنہوں نے مطالبات پیش کیے۔ انتظامیہ نے یقین دلایا کہ تمام جائز مطالبات جلد پورے کیے جائیں گے۔ تقریب میں شہریوں کی بڑی تعداد موجود تھی جنہوں نے مطالبات پیش کیے۔ انتظامیہ نے یقین دلایا کہ تمام جائز مطالبات جلد پورے کیے جائیں گے۔: [871, 1329, 986, 1564]
section-number: 32: [4, 848, 40, 870]
